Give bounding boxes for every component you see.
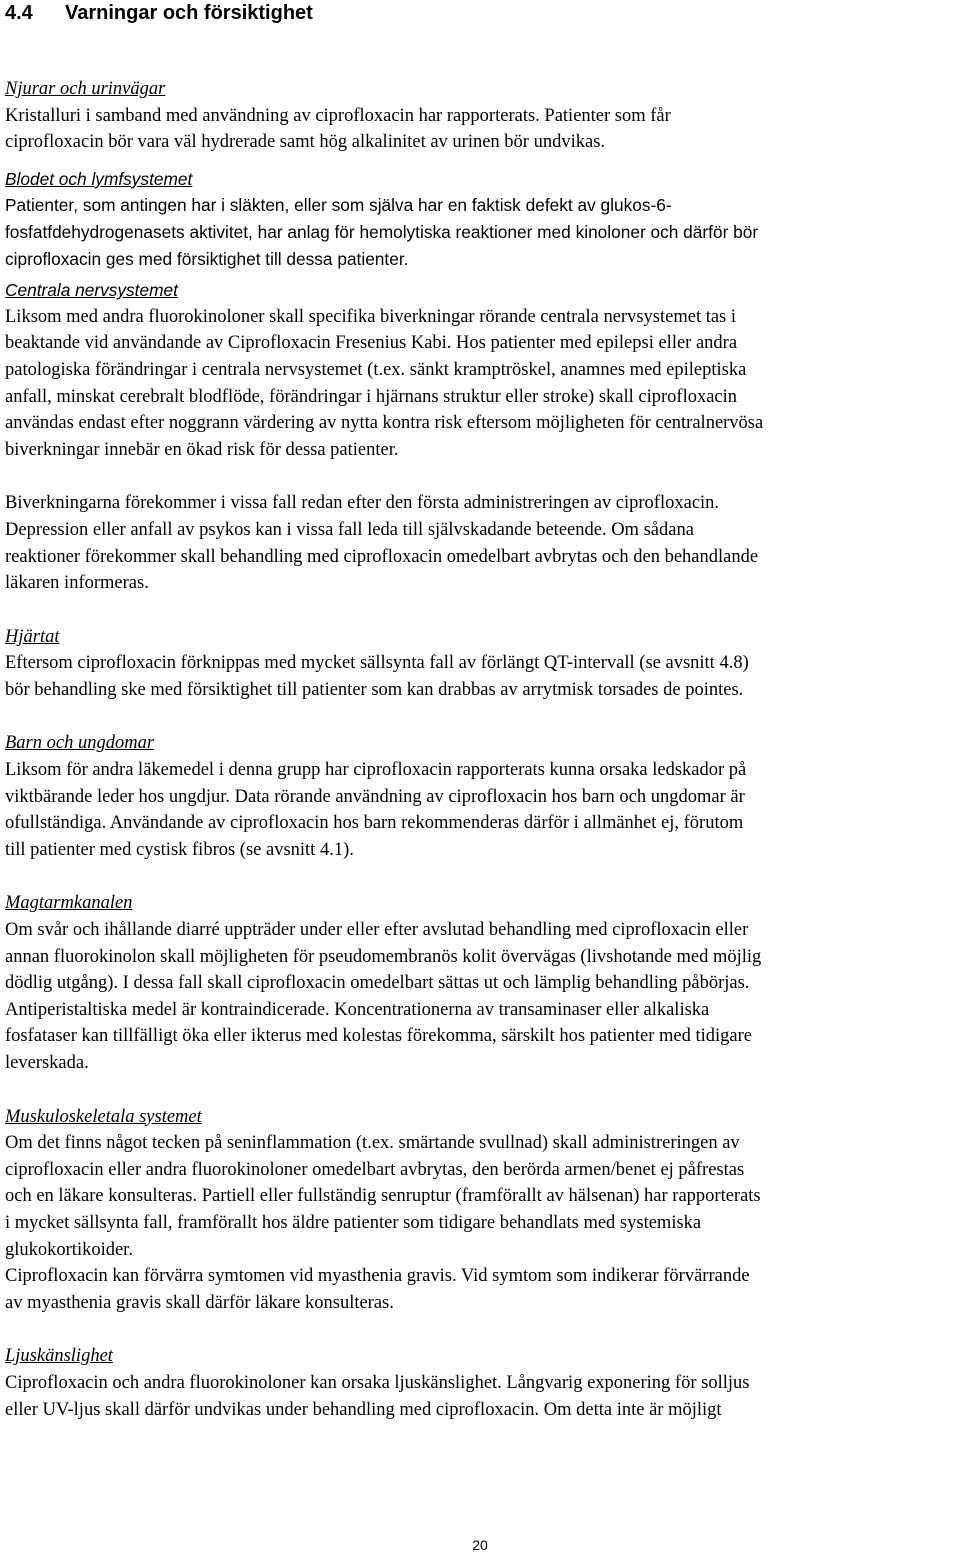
body-line: Ciprofloxacin och andra fluorokinoloner kan orsaka ljuskänslighet. Långvarig exponering för solljus: [5, 1372, 750, 1393]
body-line: Biverkningarna förekommer i vissa fall redan efter den första administreringen av ciprofloxacin.: [5, 493, 720, 514]
subsection-title: Centrala nervsystemet: [5, 280, 178, 301]
section-barn: [5, 730, 955, 863]
body-line: av myasthenia gravis skall därför läkare konsulteras.: [5, 1292, 394, 1313]
section-ljus: [5, 1343, 955, 1423]
document-page: [5, 0, 955, 1423]
body-line: anfall, minskat cerebralt blodflöde, förändringar i hjärnans struktur eller stroke) skall ciprofloxacin: [5, 386, 738, 407]
body-line: ciprofloxacin bör vara väl hydrerade samt hög alkalinitet av urinen bör undvikas.: [5, 132, 606, 153]
body-line: och en läkare konsulteras. Partiell eller fullständig senruptur (framförallt av hälsenan) har rapporterats: [5, 1186, 761, 1207]
body-line: läkaren informeras.: [5, 573, 149, 594]
body-line: ofullständiga. Användande av ciprofloxacin hos barn rekommenderas därför i allmänhet ej, förutom: [5, 813, 744, 834]
body-line: bör behandling ske med försiktighet till patienter som kan drabbas av arrytmisk torsades de pointes.: [5, 679, 744, 700]
section-number: 4.4: [5, 2, 33, 24]
body-line: i mycket sällsynta fall, framförallt hos äldre patienter som tidigare behandlats med systemiska: [5, 1212, 702, 1233]
body-line: Patienter, som antingen har i släkten, eller som själva har en faktisk defekt av glukos-6-: [5, 195, 672, 216]
body-line: fosfatfdehydrogenasets aktivitet, har anlag för hemolytiska reaktioner med kinoloner och därför bör: [5, 221, 759, 242]
body-line: Om svår och ihållande diarré uppträder under eller efter avslutad behandling med ciprofloxacin eller: [5, 920, 749, 941]
section-heading: [5, 0, 955, 25]
body-line: Depression eller anfall av psykos kan i vissa fall leda till självskadande beteende. Om sådana: [5, 519, 694, 540]
section-hjartat: [5, 624, 955, 704]
section-muskulo: [5, 1104, 955, 1317]
body-line: biverkningar innebär en ökad risk för dessa patienter.: [5, 439, 399, 460]
subsection-title: Muskuloskeletala systemet: [5, 1106, 202, 1127]
body-line: eller UV-ljus skall därför undvikas under behandling med ciprofloxacin. Om detta inte är möjligt: [5, 1399, 722, 1420]
body-line: Ciprofloxacin kan förvärra symtomen vid myasthenia gravis. Vid symtom som indikerar förvärrande: [5, 1266, 750, 1287]
page-number: 20: [472, 1537, 488, 1553]
body-line: Liksom med andra fluorokinoloner skall specifika biverkningar rörande centrala nervsystemet tas i: [5, 306, 737, 327]
subsection-title: Barn och ungdomar: [5, 733, 155, 754]
body-line: patologiska förändringar i centrala nervsystemet (t.ex. sänkt kramptröskel, anamnes med epileptiska: [5, 359, 747, 380]
body-line: viktbärande leder hos ungdjur. Data rörande användning av ciprofloxacin hos barn och ungdomar är: [5, 786, 745, 807]
body-line: ciprofloxacin ges med försiktighet till dessa patienter.: [5, 248, 409, 269]
subsection-title: Hjärtat: [5, 626, 60, 647]
body-line: Eftersom ciprofloxacin förknippas med mycket sällsynta fall av förlängt QT-intervall (se avsnitt 4.8): [5, 653, 749, 674]
body-line: Kristalluri i samband med användning av ciprofloxacin har rapporterats. Patienter som får: [5, 105, 671, 126]
subsection-title: Blodet och lymfsystemet: [5, 168, 193, 189]
subsection-title: Ljuskänslighet: [5, 1346, 113, 1367]
body-line: glukokortikoider.: [5, 1239, 133, 1260]
body-line: Antiperistaltiska medel är kontraindicerade. Koncentrationerna av transaminaser eller alkaliska: [5, 999, 710, 1020]
section-magtarm: [5, 890, 955, 1076]
body-line: annan fluorokinolon skall möjligheten för pseudomembranös kolit övervägas (livshotande med möjlig: [5, 946, 762, 967]
body-line: användas endast efter noggrann värdering av nytta kontra risk eftersom möjligheten för centralnervösa: [5, 413, 764, 434]
body-line: ciprofloxacin eller andra fluorokinoloner omedelbart avbrytas, den berörda armen/benet ej påfrestas: [5, 1159, 745, 1180]
section-njurar: [5, 76, 955, 156]
subsection-title: Magtarmkanalen: [5, 893, 133, 914]
body-line: Liksom för andra läkemedel i denna grupp har ciprofloxacin rapporterats kunna orsaka ledskador på: [5, 760, 747, 781]
subsection-title: Njurar och urinvägar: [5, 79, 166, 99]
section-cns: [5, 277, 955, 597]
body-line: reaktioner förekommer skall behandling med ciprofloxacin omedelbart avbrytas och den behandlande: [5, 546, 759, 567]
section-blodet: [5, 166, 955, 272]
body-line: leverskada.: [5, 1053, 89, 1073]
body-line: till patienter med cystisk fibros (se avsnitt 4.1).: [5, 839, 354, 860]
body-line: Om det finns något tecken på seninflammation (t.ex. smärtande svullnad) skall administreringen av: [5, 1133, 740, 1154]
body-line: dödlig utgång). I dessa fall skall ciprofloxacin omedelbart sättas ut och lämplig behandling påbörjas.: [5, 973, 750, 994]
body-line: beaktande vid användande av Ciprofloxacin Fresenius Kabi. Hos patienter med epilepsi eller andra: [5, 333, 738, 354]
section-title: Varningar och försiktighet: [65, 2, 313, 24]
body-line: fosfataser kan tillfälligt öka eller ikterus med kolestas förekomma, särskilt hos patienter med tidigare: [5, 1026, 752, 1047]
